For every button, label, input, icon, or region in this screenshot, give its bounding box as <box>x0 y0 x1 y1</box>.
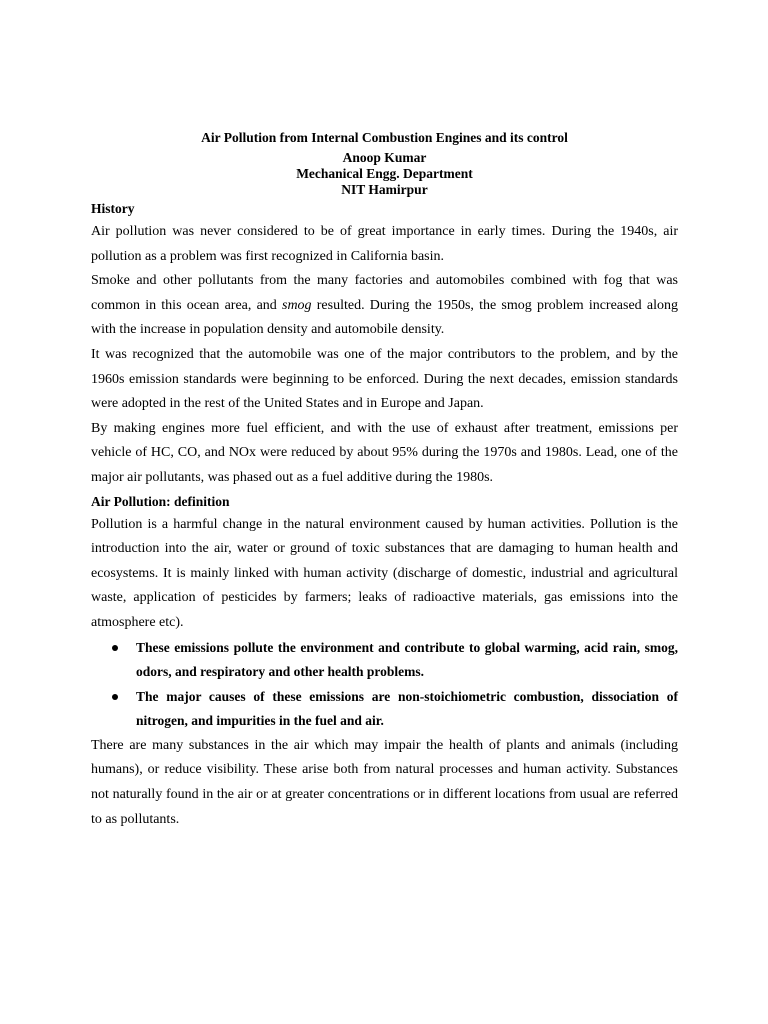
history-paragraph-3: It was recognized that the automobile was one of the major contributors to the problem, and by the 1960s emission standards were beginning to be enforced. During the next decades, emission standards were adopted in the rest of the United States and in Europe and Japan. <box>91 346 678 412</box>
history-paragraph-2-end: resulted. During the 1950s, the smog problem increased along with the increase in population density and automobile density. <box>91 297 678 338</box>
definition-paragraph-2: There are many substances in the air which may impair the health of plants and animals (including humans), or reduce visibility. These arise both from natural processes and human activity. Substances not naturally found in the air or at greater concentrations or in different locations from usual are referred to as pollutants. <box>91 737 678 827</box>
document-page <box>91 128 678 832</box>
history-paragraph-2 <box>91 269 678 343</box>
definition-heading: Air Pollution: definition <box>91 493 230 509</box>
author-department: Mechanical Engg. Department <box>296 166 473 181</box>
bullet-item <box>91 685 678 734</box>
smog-term: smog <box>282 297 312 313</box>
document-title: Air Pollution from Internal Combustion Engines and its control <box>201 130 568 145</box>
bullet-item <box>91 636 678 685</box>
author-institution: NIT Hamirpur <box>341 182 428 197</box>
bullet-dot-icon <box>112 645 118 651</box>
emissions-bullet-list <box>91 636 678 734</box>
history-heading: History <box>91 201 135 216</box>
author-name: Anoop Kumar <box>342 150 427 165</box>
bullet-text: These emissions pollute the environment and contribute to global warming, acid rain, smog, odors, and respiratory and other health problems. <box>136 639 678 680</box>
bullet-dot-icon <box>112 694 118 700</box>
definition-paragraph-1: Pollution is a harmful change in the natural environment caused by human activities. Pollution is the introduction into the air, water or ground of toxic substances that are damaging to human health and ecosystems. It is mainly linked with human activity (discharge of domestic, industrial and agricultural waste, application of pesticides by farmers; leaks of radioactive materials, gas emissions into the atmosphere etc). <box>91 516 678 630</box>
history-paragraph-1: Air pollution was never considered to be of great importance in early times. During the 1940s, air pollution as a problem was first recognized in California basin. <box>91 224 678 264</box>
history-paragraph-4: By making engines more fuel efficient, and with the use of exhaust after treatment, emissions per vehicle of HC, CO, and NOx were reduced by about 95% during the 1970s and 1980s. Lead, one of the major air pollutants, was phased out as a fuel additive during the 1980s. <box>91 420 678 485</box>
history-paragraph-2-start: Smoke and other pollutants from the many factories and automobiles combined with fog that was common in this ocean area, and <box>91 273 678 313</box>
title-block <box>91 128 678 198</box>
bullet-text: The major causes of these emissions are non-stoichiometric combustion, dissociation of nitrogen, and impurities in the fuel and air. <box>136 688 678 729</box>
